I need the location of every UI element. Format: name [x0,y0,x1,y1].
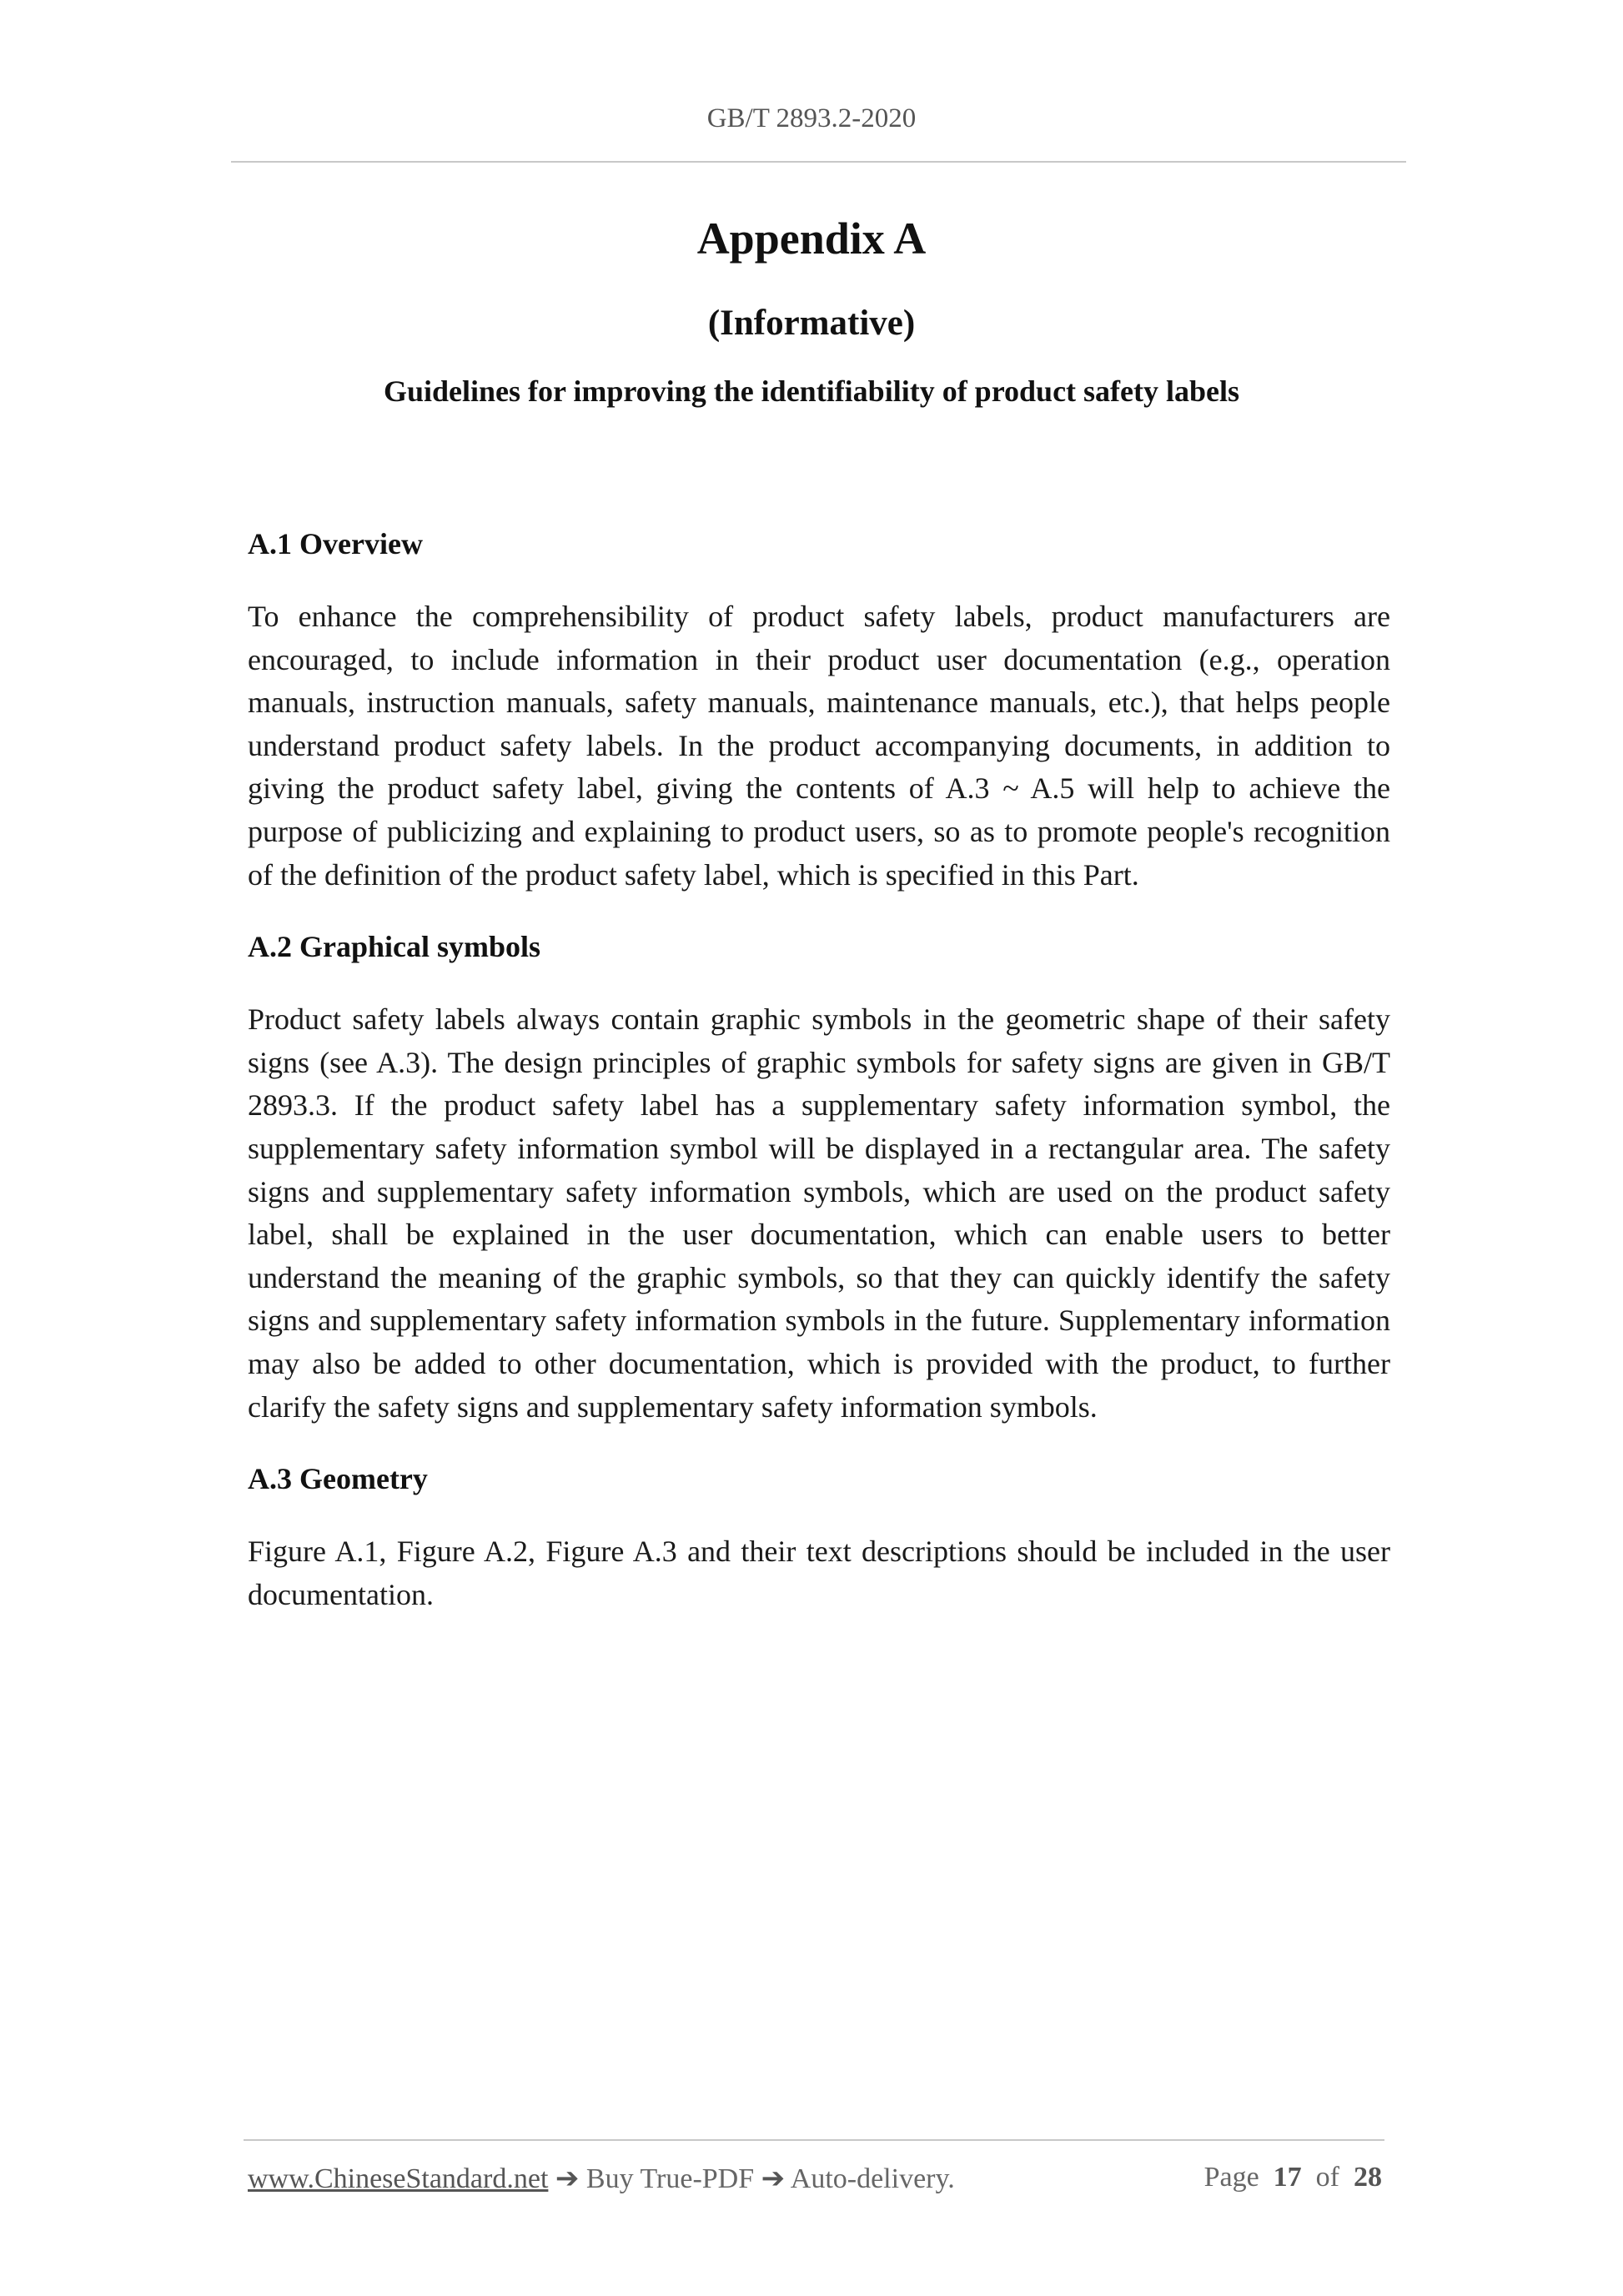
section-a2 [248,920,1390,1429]
section-paragraph: Figure A.1, Figure A.2, Figure A.3 and their text descriptions should be included in the user documentation. [248,1535,1390,1611]
section-paragraph: Product safety labels always contain graphic symbols in the geometric shape of their safety signs (see A.3). The design principles of graphic symbols for safety signs are given in GB/T 2893.3. If the product safety label has a supplementary safety information symbol, the supplementary safety information symbol will be displayed in a rectangular area. The safety signs and supplementary safety information symbols, which are used on the product safety label, shall be explained in the user documentation, which can enable users to better understand the meaning of the graphic symbols, so that they can quickly identify the safety signs and supplementary safety information symbols in the future. Supplementary information may also be added to other documentation, which is provided with the product, to further clarify the safety signs and supplementary safety information symbols. [248,1002,1390,1424]
arrow-right-icon: ➔ [761,2163,786,2194]
appendix-caption: Guidelines for improving the identifiability of product safety labels [383,374,1240,408]
document-code: GB/T 2893.2-2020 [706,103,917,133]
page-label: Page [1203,2162,1259,2193]
document-body [248,517,1390,1640]
section-heading: A.2 Graphical symbols [248,930,541,964]
section-heading: A.1 Overview [248,527,423,560]
buy-pdf-text: Buy True-PDF [585,2163,755,2194]
footer-links [248,2162,955,2195]
section-heading: A.3 Geometry [248,1462,428,1496]
section-paragraph: To enhance the comprehensibility of product safety labels, product manufacturers are encouraged, to include information in their product user documentation (e.g., operation manuals, instruction manuals, safety manuals, maintenance manuals, etc.), that helps people understand product safety labels. In the product accompanying documents, in addition to giving the product safety label, giving the contents of A.3 ~ A.5 will help to achieve the purpose of publicizing and explaining to product users, so as to promote people's recognition of the definition of the product safety label, which is specified in this Part. [248,600,1390,892]
of-label: of [1315,2162,1339,2193]
header-divider [231,161,1406,163]
delivery-text: Auto-delivery. [790,2163,955,2194]
appendix-title: Appendix A [696,214,927,264]
page-indicator [1204,2162,1382,2193]
page-number: 17 [1273,2162,1302,2193]
footer-divider [244,2139,1384,2141]
appendix-subtitle: (Informative) [707,304,916,343]
section-a3 [248,1452,1390,1616]
website-link[interactable]: www.ChineseStandard.net [248,2163,549,2194]
total-pages: 28 [1354,2162,1382,2193]
arrow-right-icon: ➔ [555,2163,580,2194]
section-a1 [248,517,1390,897]
